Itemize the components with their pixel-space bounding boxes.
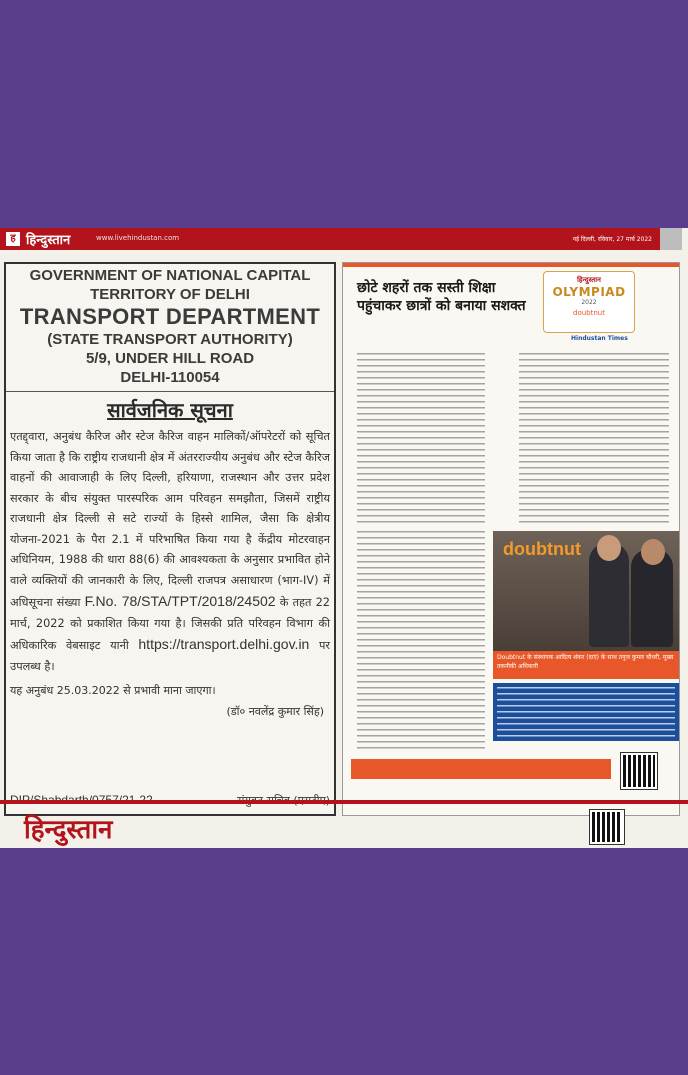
qr-code-icon[interactable] (590, 810, 624, 844)
department-title: TRANSPORT DEPARTMENT (19, 304, 321, 329)
photo-signage: doubtnut (503, 539, 581, 559)
article-headline: छोटे शहरों तक सस्ती शिक्षा पहुंचाकर छात्रों को बनाया सशक्त (357, 280, 526, 314)
article-cta-band (351, 759, 611, 779)
partner-logo: doubtnut (573, 309, 605, 317)
article-column-text (357, 353, 485, 523)
notice-body-text-2: के तहत 22 मार्च, 2022 को प्रकाशित किया गया है। जिसकी प्रति परिवहन विभाग की अधिकारिक वेबसाइट यानी (10, 596, 330, 652)
article-topbar (343, 263, 680, 267)
notice-body-text: एतद्द्वारा, अनुबंध कैरिज और स्टेज कैरिज वाहन मालिकों/ऑपरेटरों को सूचित किया जाता है कि राष्ट्रीय राजधानी क्षेत्र में अंतरराज्यीय अनुबंध और स्टेज कैरिज वाहनों की आवाजाही के लिए दिल्ली, हरियाणा, राजस्थान और उत्तर प्रदेश सरकार के बीच संयुक्त पारस्परिक आम परिवहन समझौता, जिसमें राष्ट्रीय राजधानी क्षेत्र दिल्ली से सटे राज्यों के हिस्से शामिल, जैसा कि क्षेत्रीय योजना-2021 के पैरा 2.1 में परिभाषित किया गया है केंद्रीय मोटरवाहन अधिनियम, 1988 की धारा 88(6) की आवश्यकता के अनुसार प्रभावित होने वाले व्यक्तियों की जानकारी के लिए, दिल्ली राजपत्र असाधारण (भाग-IV) में अधिसूचना संख्या (10, 430, 330, 609)
notice-ref-number: F.No. 78/STA/TPT/2018/24502 (84, 593, 276, 609)
advertorial-article (342, 262, 680, 816)
gov-line-1: GOVERNMENT OF NATIONAL CAPITAL (29, 267, 311, 284)
footer-logo: हिन्दुस्तान (24, 815, 113, 845)
city-line: DELHI-110054 (120, 369, 220, 386)
notice-body (6, 427, 334, 677)
olympiad-brand: हिन्दुस्तान (577, 276, 601, 284)
olympiad-year: 2022 (581, 299, 597, 306)
notice-website-link[interactable]: https://transport.delhi.gov.in (138, 636, 310, 652)
masthead (0, 228, 660, 250)
effective-date: यह अनुबंध 25.03.2022 से प्रभावी माना जाएगा। (10, 684, 216, 697)
notice-header (6, 266, 334, 387)
photo-caption: Doubtnut के संस्थापक आदित्य शंकर (दाएं) के साथ तनुज कुमार चौधरी, मुख्य तकनीकी अधिकारी (493, 651, 679, 679)
olympiad-title: OLYMPIAD (552, 285, 626, 299)
header-divider (6, 391, 334, 392)
qr-code-icon[interactable] (621, 753, 657, 789)
public-notice (4, 262, 336, 816)
olympiad-badge (543, 271, 635, 333)
address-line: 5/9, UNDER HILL ROAD (85, 350, 255, 367)
article-column-text (519, 353, 669, 523)
notice-title: सार्वजनिक सूचना (107, 398, 233, 422)
gov-line-2: TERRITORY OF DELHI (90, 286, 250, 303)
hindustan-logo-icon: ह (6, 232, 20, 246)
signer-name: (डॉ० नवलेंद्र कुमार सिंह) (226, 705, 324, 718)
info-box (493, 683, 679, 741)
masthead-url: www.livehindustan.com (96, 234, 180, 242)
masthead-brand: हिन्दुस्तान (26, 233, 71, 248)
article-column-text (357, 531, 485, 751)
ht-tag: Hindustan Times (571, 335, 628, 342)
person-head (641, 539, 665, 565)
info-box-text (497, 687, 675, 737)
notice-body-text-3: पर उपलब्ध है। (10, 639, 331, 673)
person-head (597, 535, 621, 561)
masthead-date: नई दिल्ली, रविवार, 27 मार्च 2022 (572, 236, 652, 243)
authority-name: (STATE TRANSPORT AUTHORITY) (47, 331, 293, 348)
masthead-edge (660, 228, 682, 250)
newspaper-page (0, 228, 688, 848)
footer-divider (0, 800, 688, 804)
article-photo (493, 531, 679, 651)
